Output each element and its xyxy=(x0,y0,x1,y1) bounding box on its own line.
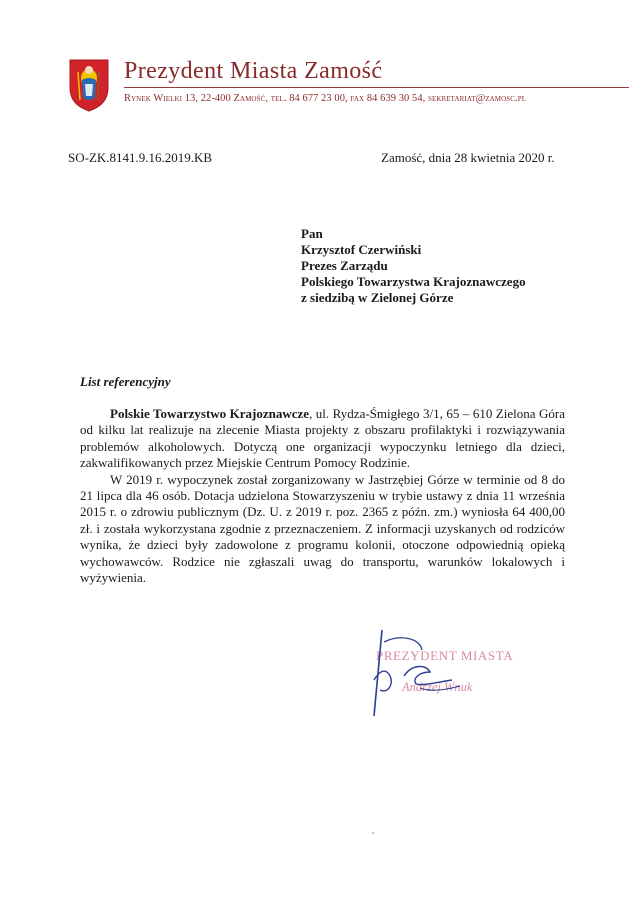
letterhead-address: Rynek Wielki 13, 22-400 Zamość, tel. 84 677 23 00, fax 84 639 30 54, sekretariat@zamosc.pl xyxy=(124,93,527,104)
body-paragraph: W 2019 r. wypoczynek został zorganizowany w Jastrzębiej Górze w terminie od 8 do 21 lipca dla 46 osób. Dotacja udzielona Stowarzyszeniu w trybie ustawy z dnia 11 września 2015 r. o zdrowiu publicznym (Dz. U. z 2019 r. poz. 2365 z późn. zm.) wyniosła 64 400,00 zł. i została wykorzystana zgodnie z przeznaczeniem. Z informacji uzyskanych od rodziców wynika, że dzieci były zadowolone z programu kolonii, otoczone odpowiednią opieką wychowawców. Rodzice nie zgłaszali uwag do transportu, warunków lokalowych i wyżywienia. xyxy=(80,471,565,586)
paragraph-1-text: , ul. Rydza-Śmigłego 3/1, 65 – 610 Zielona Góra od kilku lat realizuje na zlecenie Miasta projekty z obszaru profilaktyki i rozwiązywania problemów alkoholowych. Dotyczą one organizacji wypoczynku letniego dla dzieci, zakwalifikowanych przez Miejskie Centrum Pomocy Rodzinie. xyxy=(80,406,565,471)
letter-subject: List referencyjny xyxy=(80,374,171,389)
signature-stamp-title: PREZYDENT MIASTA xyxy=(376,648,514,663)
recipient-position: Prezes Zarządu xyxy=(301,258,388,273)
city-crest-logo xyxy=(68,58,110,112)
signature-stamp-name: Andrzej Wnuk xyxy=(402,680,473,694)
scan-speck xyxy=(372,832,374,834)
recipient-name: Krzysztof Czerwiński xyxy=(301,242,422,257)
organization-name-bold: Polskie Towarzystwo Krajoznawcze xyxy=(110,406,310,421)
recipient-organization: Polskiego Towarzystwa Krajoznawczego xyxy=(301,274,526,289)
handwritten-signature xyxy=(360,620,490,720)
recipient-block xyxy=(301,226,526,306)
place-and-date: Zamość, dnia 28 kwietnia 2020 r. xyxy=(381,150,555,165)
reference-number: SO-ZK.8141.9.16.2019.KB xyxy=(68,150,213,165)
body-paragraph xyxy=(80,406,565,472)
letter-body xyxy=(80,406,565,586)
letterhead-divider xyxy=(124,87,629,88)
recipient-seat: z siedzibą w Zielonej Górze xyxy=(301,290,454,305)
letterhead-title: Prezydent Miasta Zamość xyxy=(124,58,383,84)
recipient-salutation: Pan xyxy=(301,226,323,241)
